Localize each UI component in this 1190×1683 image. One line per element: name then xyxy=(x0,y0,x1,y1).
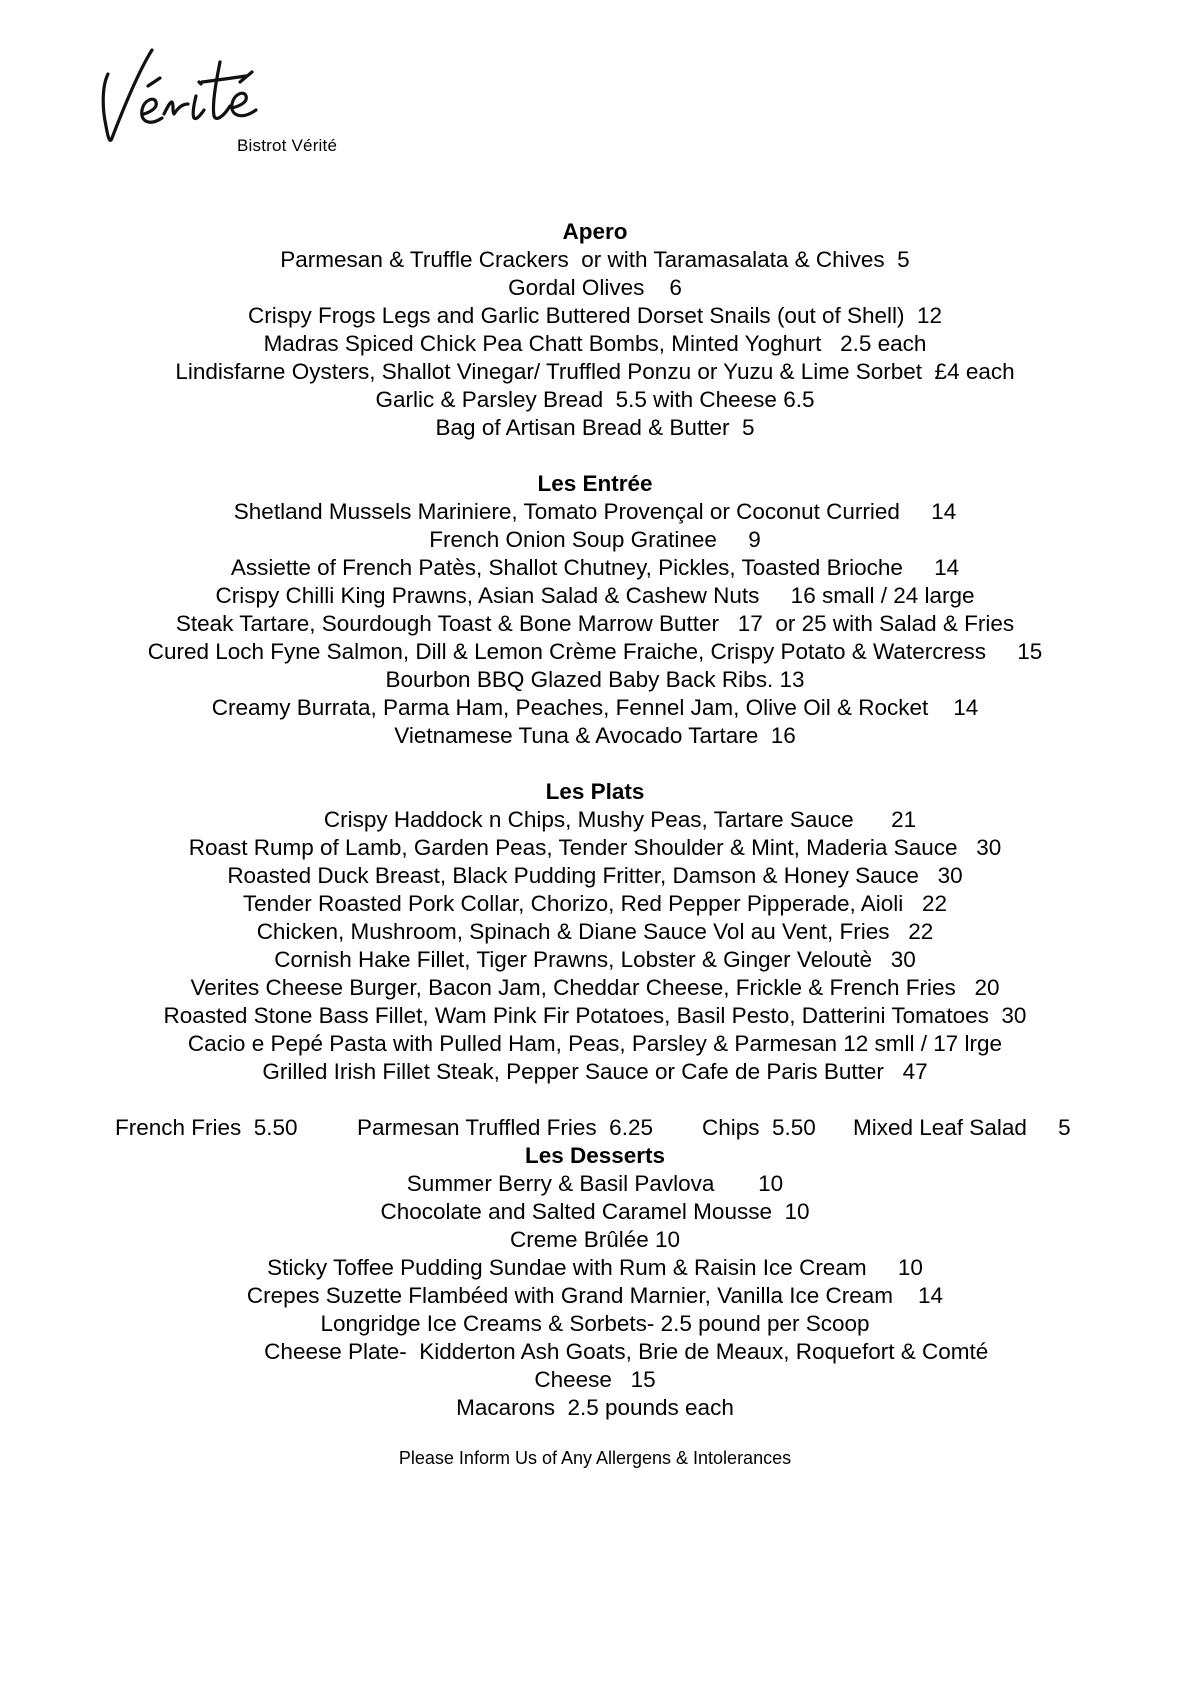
menu-item: Cacio e Pepé Pasta with Pulled Ham, Peas, Parsley & Parmesan 12 smll / 17 lrge xyxy=(187,1031,1003,1056)
menu-item: Shetland Mussels Mariniere, Tomato Provençal or Coconut Curried 14 xyxy=(233,499,957,524)
section-title: Apero xyxy=(562,219,628,244)
allergen-note: Please Inform Us of Any Allergens & Intolerances xyxy=(398,1448,792,1468)
sides-row xyxy=(0,1114,1190,1142)
menu-item: Sticky Toffee Pudding Sundae with Rum & Raisin Ice Cream 10 xyxy=(267,1255,923,1280)
section-title: Les Plats xyxy=(545,779,645,804)
menu-item: Crepes Suzette Flambéed with Grand Marnier, Vanilla Ice Cream 14 xyxy=(246,1283,944,1308)
menu-item: Longridge Ice Creams & Sorbets- 2.5 pound per Scoop xyxy=(320,1311,870,1336)
menu-item: Cheese 15 xyxy=(534,1367,656,1392)
menu-item: Creme Brûlée 10 xyxy=(509,1227,681,1252)
menu-item: Roasted Stone Bass Fillet, Wam Pink Fir Potatoes, Basil Pesto, Datterini Tomatoes 30 xyxy=(163,1003,1027,1028)
menu-item: Verites Cheese Burger, Bacon Jam, Cheddar Cheese, Frickle & French Fries 20 xyxy=(190,975,1000,1000)
section-les-desserts xyxy=(0,1142,1190,1422)
menu-item: Garlic & Parsley Bread 5.5 with Cheese 6.5 xyxy=(375,387,815,412)
restaurant-logo xyxy=(100,42,360,172)
section-les-plats xyxy=(0,778,1190,1086)
menu-item: Crispy Haddock n Chips, Mushy Peas, Tartare Sauce 21 xyxy=(273,807,917,832)
menu-body xyxy=(0,218,1190,1469)
menu-item: Steak Tartare, Sourdough Toast & Bone Marrow Butter 17 or 25 with Salad & Fries xyxy=(175,611,1015,636)
side-item-french-fries: French Fries 5.50 xyxy=(115,1115,298,1140)
menu-item: Madras Spiced Chick Pea Chatt Bombs, Minted Yoghurt 2.5 each xyxy=(263,331,927,356)
menu-item: Gordal Olives 6 xyxy=(508,275,682,300)
menu-item: Cured Loch Fyne Salmon, Dill & Lemon Crème Fraiche, Crispy Potato & Watercress 15 xyxy=(147,639,1043,664)
menu-item: Creamy Burrata, Parma Ham, Peaches, Fennel Jam, Olive Oil & Rocket 14 xyxy=(211,695,979,720)
menu-item: Bag of Artisan Bread & Butter 5 xyxy=(435,415,755,440)
menu-item: Cheese Plate- Kidderton Ash Goats, Brie de Meaux, Roquefort & Comté xyxy=(201,1339,989,1364)
side-item-chips: Chips 5.50 xyxy=(702,1115,816,1140)
menu-item: Bourbon BBQ Glazed Baby Back Ribs. 13 xyxy=(385,667,805,692)
menu-item: French Onion Soup Gratinee 9 xyxy=(429,527,761,552)
logo-subtitle: Bistrot Vérité xyxy=(237,136,338,155)
menu-item: Lindisfarne Oysters, Shallot Vinegar/ Truffled Ponzu or Yuzu & Lime Sorbet £4 each xyxy=(175,359,1015,384)
menu-item: Crispy Frogs Legs and Garlic Buttered Dorset Snails (out of Shell) 12 xyxy=(247,303,943,328)
menu-item: Roasted Duck Breast, Black Pudding Fritter, Damson & Honey Sauce 30 xyxy=(227,863,963,888)
section-apero xyxy=(0,218,1190,442)
menu-item: Chicken, Mushroom, Spinach & Diane Sauce Vol au Vent, Fries 22 xyxy=(256,919,934,944)
menu-item: Summer Berry & Basil Pavlova 10 xyxy=(406,1171,784,1196)
menu-item: Grilled Irish Fillet Steak, Pepper Sauce or Cafe de Paris Butter 47 xyxy=(262,1059,928,1084)
menu-item: Vietnamese Tuna & Avocado Tartare 16 xyxy=(394,723,796,748)
section-title: Les Desserts xyxy=(524,1143,666,1168)
section-title: Les Entrée xyxy=(537,471,653,496)
side-item-truffled-fries: Parmesan Truffled Fries 6.25 xyxy=(357,1115,653,1140)
menu-item: Chocolate and Salted Caramel Mousse 10 xyxy=(380,1199,810,1224)
menu-item: Crispy Chilli King Prawns, Asian Salad & Cashew Nuts 16 small / 24 large xyxy=(215,583,975,608)
menu-item: Cornish Hake Fillet, Tiger Prawns, Lobster & Ginger Veloutè 30 xyxy=(274,947,916,972)
menu-item: Macarons 2.5 pounds each xyxy=(456,1395,734,1420)
menu-item: Tender Roasted Pork Collar, Chorizo, Red Pepper Pipperade, Aioli 22 xyxy=(242,891,948,916)
section-les-entree xyxy=(0,470,1190,750)
side-item-mixed-leaf-salad: Mixed Leaf Salad 5 xyxy=(853,1115,1071,1140)
menu-item: Roast Rump of Lamb, Garden Peas, Tender Shoulder & Mint, Maderia Sauce 30 xyxy=(188,835,1002,860)
menu-item: Assiette of French Patès, Shallot Chutney, Pickles, Toasted Brioche 14 xyxy=(230,555,960,580)
menu-item: Parmesan & Truffle Crackers or with Taramasalata & Chives 5 xyxy=(280,247,910,272)
